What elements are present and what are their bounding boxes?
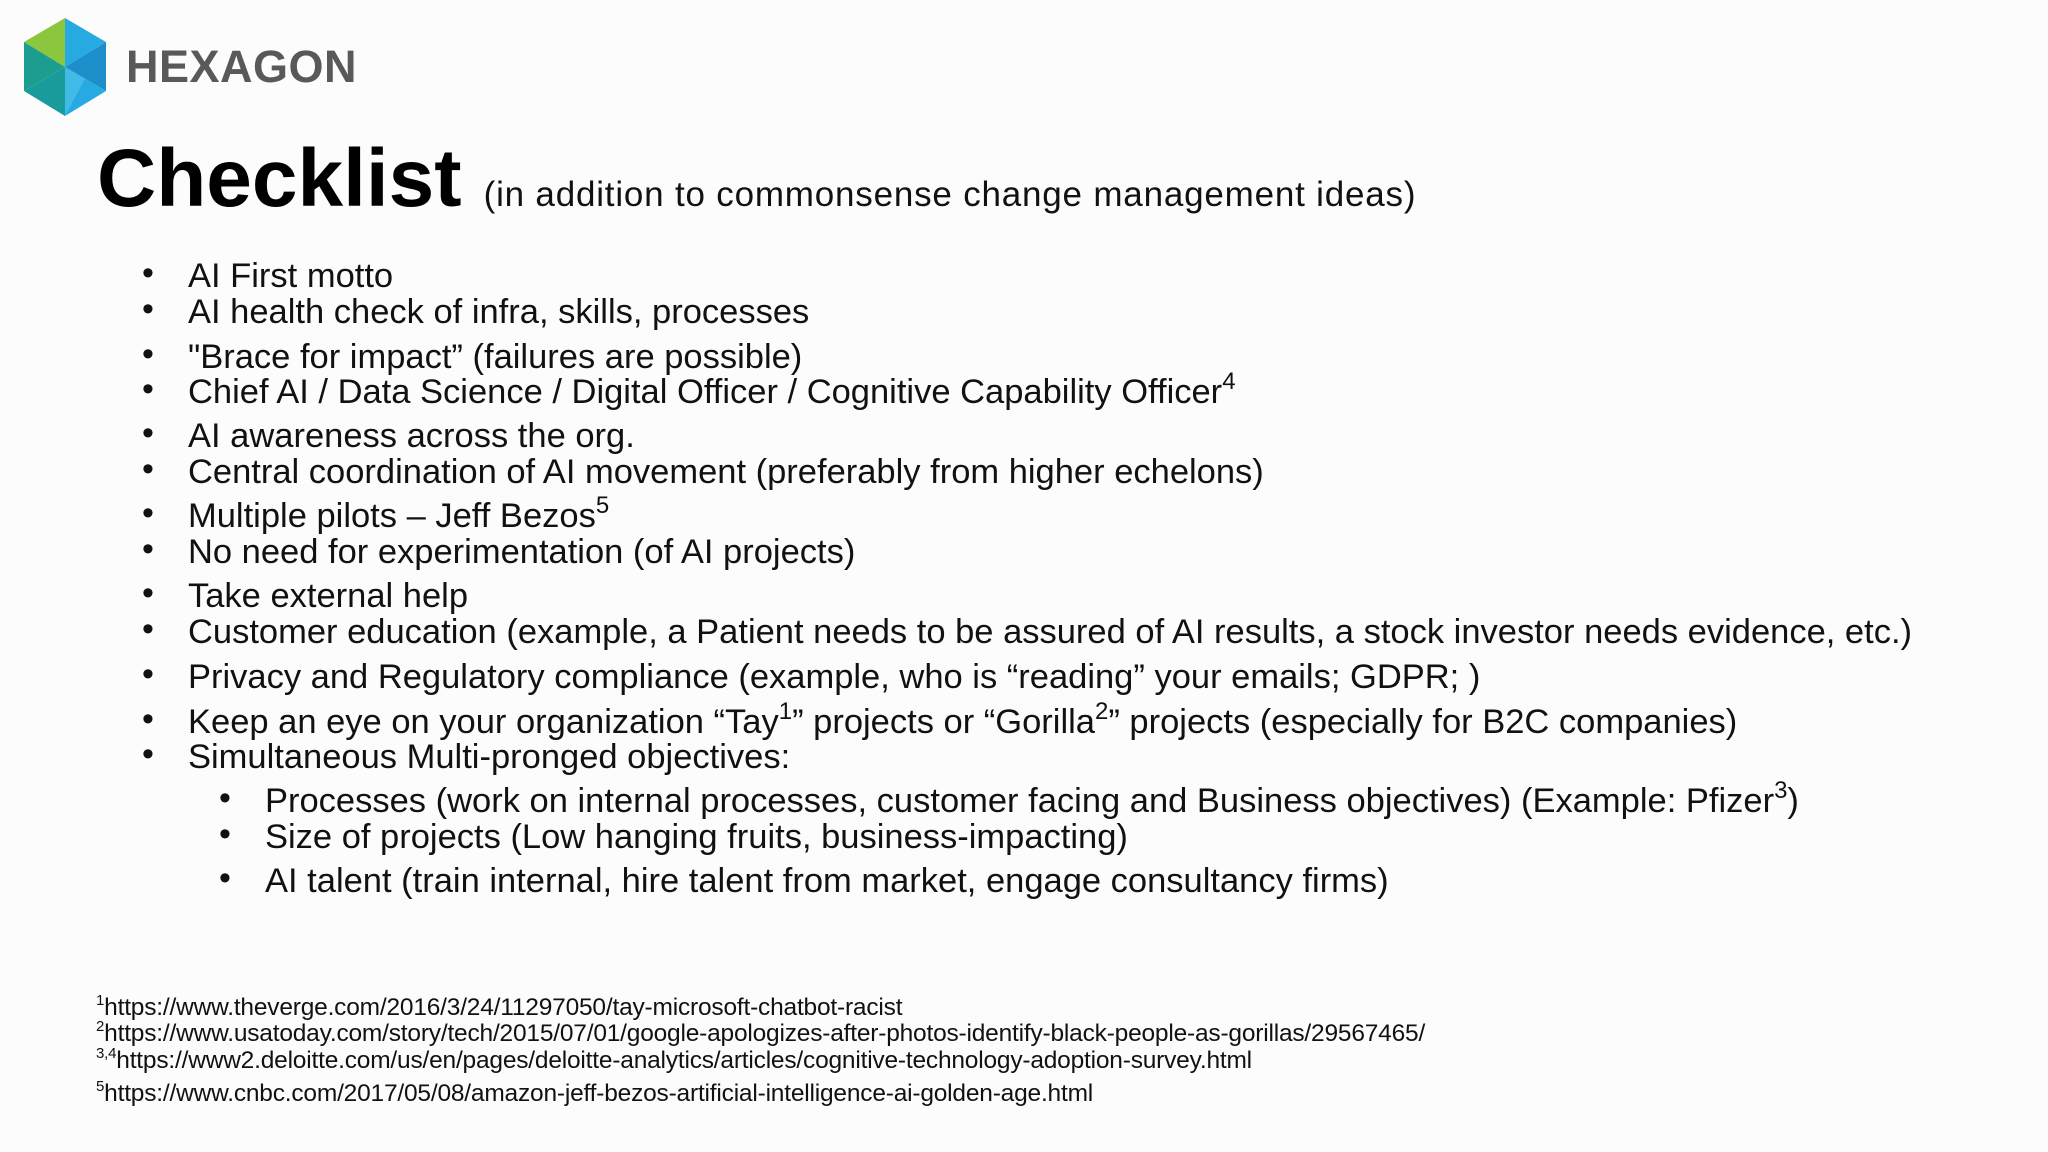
page-subtitle: (in addition to commonsense change management ideas) — [483, 175, 1417, 214]
checklist-item-text: Size of projects (Low hanging fruits, business-impacting) — [265, 818, 1128, 856]
footnote-mark: 2 — [96, 1018, 105, 1035]
bullet-icon: • — [142, 254, 154, 292]
footnote-link[interactable]: https://www.theverge.com/2016/3/24/11297050/tay-microsoft-chatbot-racist — [104, 994, 903, 1021]
checklist-item-text: Simultaneous Multi-pronged objectives: — [188, 738, 791, 776]
checklist-item-text: Privacy and Regulatory compliance (example, who is “reading” your emails; GDPR; ) — [188, 658, 1481, 696]
checklist-item — [142, 735, 791, 776]
bullet-icon: • — [142, 370, 154, 408]
footnote — [96, 1047, 1252, 1075]
footnote-link[interactable]: https://www2.deloitte.com/us/en/pages/deloitte-analytics/articles/cognitive-technology-adoption-survey.html — [116, 1047, 1252, 1074]
footnote-ref: 1 — [778, 698, 793, 725]
bullet-icon: • — [142, 290, 154, 328]
bullet-icon: • — [142, 700, 154, 738]
checklist-item — [142, 335, 803, 376]
bullet-icon: • — [142, 494, 154, 532]
bullet-icon: • — [219, 815, 231, 853]
checklist-item — [142, 655, 1481, 696]
checklist-item-text: AI awareness across the org. — [188, 417, 635, 455]
checklist-item-text: Processes (work on internal processes, customer facing and Business objectives) (Example: Pfizer — [265, 782, 1775, 820]
bullet-icon: • — [142, 574, 154, 612]
bullet-icon: • — [142, 530, 154, 568]
footnote-mark: 3,4 — [96, 1045, 117, 1062]
checklist-item-text: Multiple pilots – Jeff Bezos — [188, 497, 596, 535]
checklist-item — [142, 574, 469, 615]
checklist-item-text: Chief AI / Data Science / Digital Officer / Cognitive Capability Officer — [188, 373, 1223, 411]
bullet-icon: • — [142, 610, 154, 648]
checklist-sub-item — [219, 859, 1389, 900]
footnote-mark: 1 — [96, 992, 105, 1009]
footnote-ref: 5 — [595, 492, 610, 519]
page-title: Checklist — [97, 133, 462, 224]
bullet-icon: • — [219, 859, 231, 897]
bullet-icon: • — [142, 335, 154, 373]
checklist-item-text: ) — [1787, 782, 1799, 820]
hexagon-logo — [20, 18, 358, 118]
checklist-item-text: ” projects (especially for B2C companies) — [1108, 703, 1738, 741]
hexagon-logo-mark — [20, 18, 110, 116]
bullet-icon: • — [142, 735, 154, 773]
checklist-item — [142, 290, 810, 331]
checklist-item-text: AI talent (train internal, hire talent from market, engage consultancy firms) — [265, 862, 1389, 900]
footnote-ref: 3 — [1774, 777, 1788, 804]
bullet-icon: • — [142, 655, 154, 693]
footnote — [96, 1020, 1425, 1048]
checklist-sub-item — [219, 777, 1799, 820]
footnote-ref: 2 — [1094, 698, 1109, 725]
footnote — [96, 994, 902, 1022]
footnote-ref: 4 — [1222, 368, 1236, 395]
footnote-link[interactable]: https://www.usatoday.com/story/tech/2015/07/01/google-apologizes-after-photos-identify-black-people-as-gorillas/29567465/ — [104, 1020, 1426, 1047]
checklist-item-text: Keep an eye on your organization “Tay — [188, 703, 779, 741]
checklist-item-text: Take external help — [188, 577, 469, 615]
footnote — [96, 1080, 1093, 1108]
logo-wordmark: HEXAGON — [126, 41, 358, 92]
checklist-item-text: "Brace for impact” (failures are possible) — [188, 338, 803, 376]
bullet-icon: • — [219, 779, 231, 817]
checklist-item-text: ” projects or “Gorilla — [792, 703, 1095, 741]
slide-title-row — [97, 133, 1417, 224]
bullet-icon: • — [142, 414, 154, 452]
checklist-item — [142, 530, 856, 571]
checklist-item-text: AI First motto — [188, 257, 394, 295]
checklist-item-text: AI health check of infra, skills, processes — [188, 293, 810, 331]
checklist-sub-item — [219, 815, 1128, 856]
checklist-item — [142, 450, 1264, 491]
checklist-item — [142, 414, 635, 455]
footnote-link[interactable]: https://www.cnbc.com/2017/05/08/amazon-jeff-bezos-artificial-intelligence-ai-golden-age.html — [104, 1080, 1094, 1107]
checklist-item-text: Customer education (example, a Patient needs to be assured of AI results, a stock investor needs evidence, etc.) — [188, 613, 1913, 651]
footnote-mark: 5 — [96, 1078, 105, 1095]
checklist-item — [142, 610, 1913, 651]
checklist-item-text: No need for experimentation (of AI projects) — [188, 533, 856, 571]
checklist-item — [142, 698, 1738, 741]
checklist-item-text: Central coordination of AI movement (preferably from higher echelons) — [188, 453, 1264, 491]
checklist-item — [142, 492, 610, 535]
checklist-item — [142, 254, 394, 295]
checklist-item — [142, 368, 1236, 411]
bullet-icon: • — [142, 450, 154, 488]
